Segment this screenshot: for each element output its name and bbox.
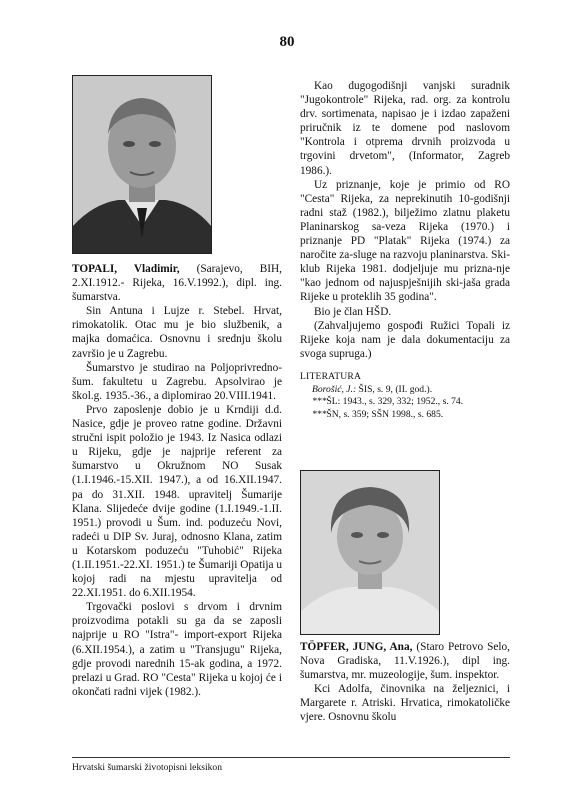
entry-topali-column-2 (300, 79, 510, 422)
paragraph: Trgovački poslovi s drvom i drvnim proizvodima potakli su ga da se zaposli najprije u RO "Istra"- import-export Rijeka (6.XII.1954.), a zatim u "Transjugu" Rijeka, gdje provodi narednih 15-ak godina, a 1972. prelazi u Grad. RO "Cesta" Rijeka u kojoj će i okončati radni vijek (1982.). (72, 601, 282, 698)
literature-author: *** (312, 396, 327, 408)
portrait-photo-topali (72, 75, 212, 254)
entry-heading-topfer: TÖPFER, JUNG, Ana, (300, 641, 413, 653)
literature-item (300, 384, 510, 397)
paragraph: Bio je član HŠD. (314, 305, 392, 318)
paragraph: Sin Antuna i Lujze r. Stebel. Hrvat, rimokatolik. Otac mu je bio službenik, a majka domaćica. Osnovnu i srednju školu završio je u Zagrebu. (72, 305, 282, 360)
entry-topfer (300, 640, 510, 725)
footer-divider (72, 757, 510, 758)
literature-author: *** (312, 409, 327, 421)
literature-item (300, 409, 510, 422)
paragraph: Šumarstvo je studirao na Poljoprivredno-šum. fakultetu u Zagrebu. Apsolvirao je škol.g. 1935.-36., a diplomirao 20.VIII.1941. (72, 361, 282, 402)
entry-heading-details: (Sarajevo, BIH, 2.XI.1912.- Rijeka, 16.V.1992.), dipl. ing. šumarstva. (72, 263, 282, 304)
paragraph: Kci Adolfa, činovnika na željeznici, i Margarete r. Atriski. Hrvatica, rimokatoličke vjere. Osnovnu školu (300, 683, 510, 724)
literature-section (300, 371, 510, 422)
literature-title: LITERATURA (300, 370, 362, 382)
entry-heading-topali: TOPALI, Vladimir, (72, 263, 180, 275)
page-number: 80 (279, 34, 295, 50)
literature-text: ŠL: 1943., s. 329, 332; 1952., s. 74. (326, 396, 464, 408)
literature-author: Borošić, J.: (312, 383, 357, 395)
entry-topali-column-1 (72, 262, 282, 699)
portrait-photo-topfer (300, 470, 440, 635)
literature-item (300, 396, 510, 409)
paragraph: (Zahvaljujemo gospođi Ružici Topali iz Rijeke koja nam je dala dokumentaciju za svoga supruga.) (300, 319, 510, 360)
literature-text: ŠN, s. 359; SŠN 1998., s. 685. (326, 409, 444, 421)
paragraph: Uz priznanje, koje je primio od RO "Cesta" Rijeka, za neprekinutih 10-godišnji radni staž (1982.), bilježimo zlatnu plaketu Planinarskog sa-veza Rijeka (1970.) i priznanje PD "Platak" Rijeka (1974.) za naročite za-sluge na razvoju planinarstva. Ski-klub Rijeka 1981. dodjeljuje mu prizna-nje "kao jednom od najuspješnijih ski-jaša grada Rijeke u proteklih 35 godina". (300, 178, 510, 304)
literature-text: ŠIS, s. 9, (II. god.). (356, 383, 433, 395)
paragraph: Prvo zaposlenje dobio je u Krndiji d.d. Nasice, gdje je proveo ratne godine. Državni stručni ispit položio je 1943. Iz Nasica odlazi u Rijeku, gdje je najprije referent za šumarstvo u Okružnom NO Susak (1.I.1946.-15.XII. 1947.), a od 16.XII.1947. pa do 31.XII. 1948. upravitelj Šumarije Klana. Slijedeće dvije godine (1.I.1949.-1.II. 1951.) provodi u Šum. ind. poduzeću Novi, radeći u DIP Sv. Juraj, odnosno Klana, zatim u Kotarskom poduzeću "Tuhobić" Rijeka (1.II.1951.-22.XI. 1951.) te Šumariji Opatija u kojoj radi na mjestu upravitelja od 22.XI.1951. do 6.XII.1954. (72, 403, 282, 600)
footer-text: Hrvatski šumarski životopisni leksikon (72, 762, 223, 773)
entry-heading-line (300, 640, 510, 682)
entry-heading-details: (Staro Petrovo Selo, Nova Gradiska, 11.V.1926.), dipl ing. šumarstva, mr. muzeologije, šum. inspektor. (300, 641, 510, 682)
paragraph: Kao dugogodišnji vanjski suradnik "Jugokontrole" Rijeka, rad. org. za kontrolu drv. sortimenata, napisao je i izdao zapaženi priručnik iz te domene pod naslovom "Kontrola i otprema drvnih proizvoda u trgovini drvetom", (Informator, Zagreb 1986.). (300, 80, 510, 177)
entry-heading-line (72, 262, 282, 304)
